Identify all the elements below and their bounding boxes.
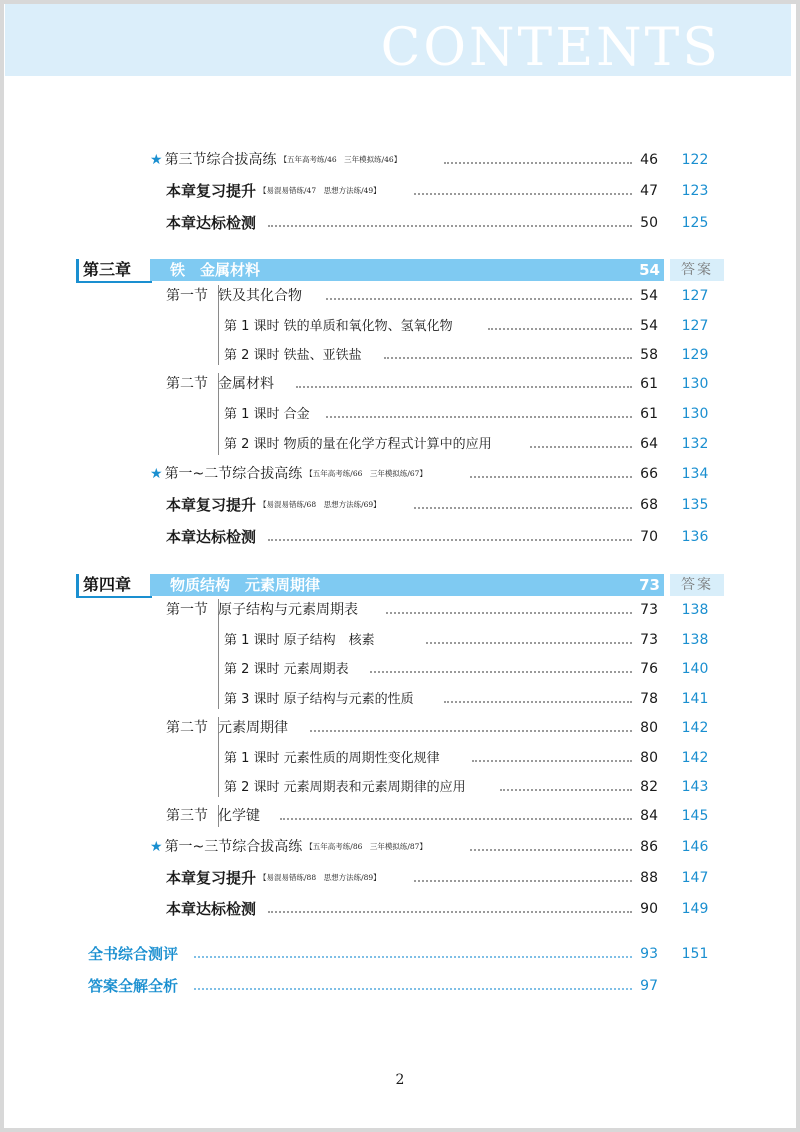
dot-leader — [268, 911, 632, 913]
dot-leader — [326, 298, 632, 300]
answer-page: 141 — [681, 691, 709, 707]
toc-row-lesson[interactable] — [224, 433, 492, 455]
dot-leader — [426, 642, 632, 644]
section-title: 原子结构与元素周期表 — [218, 602, 358, 618]
answer-page: 123 — [681, 183, 709, 199]
toc-row-section[interactable] — [166, 805, 260, 827]
dot-leader — [530, 446, 632, 448]
page-number: 46 — [640, 152, 658, 168]
toc-row-note: 【易混易错练/88 思想方法练/89】 — [259, 873, 381, 883]
page-number: 58 — [640, 347, 658, 363]
toc-row-note: 【五年高考练/86 三年模拟练/87】 — [305, 842, 427, 852]
answer-page: 135 — [681, 497, 709, 513]
section-label: 第三节 — [166, 808, 208, 824]
toc-row-section[interactable] — [166, 373, 274, 395]
dot-leader — [268, 225, 632, 227]
toc-row-title: 答案全解全析 — [88, 976, 179, 995]
toc-row-review[interactable] — [166, 867, 381, 889]
page-number: 76 — [640, 661, 658, 677]
page-number: 82 — [640, 779, 658, 795]
section-label: 第二节 — [166, 720, 208, 736]
page-number: 66 — [640, 466, 658, 482]
page-number: 61 — [640, 406, 658, 422]
star-icon: ★ — [150, 152, 163, 168]
toc-row-lesson[interactable] — [224, 344, 362, 366]
answer-page: 143 — [681, 779, 709, 795]
toc-row-lesson[interactable] — [224, 688, 414, 710]
answer-page: 151 — [681, 946, 709, 962]
dot-leader — [414, 880, 632, 882]
page-number: 93 — [640, 946, 658, 962]
answer-page: 130 — [681, 406, 709, 422]
toc-row-title: 本章复习提升 — [166, 868, 257, 887]
section-title: 金属材料 — [218, 376, 274, 392]
dot-leader — [470, 849, 632, 851]
dot-leader — [488, 328, 632, 330]
answer-page: 127 — [681, 288, 709, 304]
answer-page: 122 — [681, 152, 709, 168]
page-number: 54 — [640, 318, 658, 334]
toc-row-note: 【易混易错练/47 思想方法练/49】 — [259, 186, 381, 196]
header-band — [5, 4, 791, 76]
section-title: 化学键 — [218, 808, 260, 824]
page-number: 61 — [640, 376, 658, 392]
chapter3-header[interactable] — [76, 259, 724, 281]
lesson-title: 第 1 课时 原子结构 核素 — [224, 632, 375, 648]
answer-page: 125 — [681, 215, 709, 231]
chapter-tag: 第四章 — [76, 574, 148, 596]
toc-row-answers[interactable] — [88, 975, 178, 997]
page-number: 54 — [640, 288, 658, 304]
answer-page: 130 — [681, 376, 709, 392]
lesson-title: 第 1 课时 铁的单质和氧化物、氢氧化物 — [224, 318, 453, 334]
toc-row-comprehensive[interactable] — [150, 463, 427, 485]
answer-page: 142 — [681, 750, 709, 766]
toc-row-ch2-comprehensive[interactable] — [150, 149, 401, 171]
dot-leader — [280, 818, 632, 820]
dot-leader — [472, 760, 632, 762]
toc-row-section[interactable] — [166, 285, 302, 307]
toc-row-final-test[interactable] — [88, 943, 178, 965]
answer-page: 138 — [681, 602, 709, 618]
dot-leader — [386, 612, 632, 614]
page-number: 90 — [640, 901, 658, 917]
answer-page: 136 — [681, 529, 709, 545]
toc-row-title: 第三节综合拔高练 — [164, 152, 277, 168]
dot-leader — [414, 193, 632, 195]
section-label: 第一节 — [166, 602, 208, 618]
chapter-page: 54 — [639, 261, 660, 279]
answer-page: 146 — [681, 839, 709, 855]
answer-page: 142 — [681, 720, 709, 736]
toc-row-title: 本章达标检测 — [166, 527, 257, 546]
chapter-page: 73 — [639, 576, 660, 594]
toc-row-title: 全书综合测评 — [88, 944, 179, 963]
toc-row-lesson[interactable] — [224, 403, 310, 425]
answer-page: 129 — [681, 347, 709, 363]
toc-row-title: 本章复习提升 — [166, 495, 257, 514]
toc-row-test[interactable] — [166, 898, 256, 920]
page-number: 80 — [640, 750, 658, 766]
dot-leader — [194, 956, 632, 958]
section-label: 第一节 — [166, 288, 208, 304]
answer-page: 134 — [681, 466, 709, 482]
toc-row-lesson[interactable] — [224, 747, 440, 769]
toc-row-section[interactable] — [166, 599, 358, 621]
lesson-title: 第 3 课时 原子结构与元素的性质 — [224, 691, 414, 707]
answer-page: 138 — [681, 632, 709, 648]
lesson-title: 第 1 课时 合金 — [224, 406, 310, 422]
dot-leader — [444, 162, 632, 164]
toc-row-ch2-test[interactable] — [166, 212, 256, 234]
toc-row-lesson[interactable] — [224, 776, 466, 798]
section-title: 元素周期律 — [218, 720, 288, 736]
page-number: 97 — [640, 978, 658, 994]
star-icon: ★ — [150, 839, 163, 855]
toc-row-comprehensive[interactable] — [150, 836, 427, 858]
page-number: 88 — [640, 870, 658, 886]
dot-leader — [500, 789, 632, 791]
chapter-tag: 第三章 — [76, 259, 148, 281]
page-number: 47 — [640, 183, 658, 199]
toc-row-note: 【五年高考练/66 三年模拟练/67】 — [305, 469, 427, 479]
toc-row-lesson[interactable] — [224, 658, 349, 680]
toc-row-lesson[interactable] — [224, 315, 453, 337]
lesson-title: 第 1 课时 元素性质的周期性变化规律 — [224, 750, 440, 766]
answer-page: 132 — [681, 436, 709, 452]
toc-row-title: 第一~二节综合拔高练 — [164, 466, 303, 482]
page-number: 50 — [640, 215, 658, 231]
chapter4-header[interactable] — [76, 574, 724, 596]
dot-leader — [310, 730, 632, 732]
dot-leader — [370, 671, 632, 673]
chapter-title: 物质结构 元素周期律 — [170, 576, 321, 594]
answer-page: 145 — [681, 808, 709, 824]
dot-leader — [296, 386, 632, 388]
page-number: 80 — [640, 720, 658, 736]
answer-label: 答案 — [670, 574, 724, 596]
dot-leader — [326, 416, 632, 418]
toc-row-title: 第一~三节综合拔高练 — [164, 839, 303, 855]
page-number: 68 — [640, 497, 658, 513]
page-number: 73 — [640, 632, 658, 648]
chapter-title: 铁 金属材料 — [170, 261, 261, 279]
lesson-title: 第 2 课时 铁盐、亚铁盐 — [224, 347, 362, 363]
toc-row-title: 本章达标检测 — [166, 899, 257, 918]
page-number: 70 — [640, 529, 658, 545]
answer-label: 答案 — [670, 259, 724, 281]
answer-page: 149 — [681, 901, 709, 917]
section-label: 第二节 — [166, 376, 208, 392]
dot-leader — [384, 357, 632, 359]
lesson-title: 第 2 课时 元素周期表和元素周期律的应用 — [224, 779, 466, 795]
dot-leader — [194, 988, 632, 990]
dot-leader — [470, 476, 632, 478]
page-number: 86 — [640, 839, 658, 855]
toc-row-title: 本章复习提升 — [166, 181, 257, 200]
star-icon: ★ — [150, 466, 163, 482]
page-number: 64 — [640, 436, 658, 452]
answer-page: 127 — [681, 318, 709, 334]
dot-leader — [268, 539, 632, 541]
toc-row-section[interactable] — [166, 717, 288, 739]
page-number: 78 — [640, 691, 658, 707]
toc-row-note: 【五年高考练/46 三年模拟练/46】 — [279, 155, 402, 165]
toc-row-review[interactable] — [166, 494, 381, 516]
page-number: 84 — [640, 808, 658, 824]
dot-leader — [444, 701, 632, 703]
toc-row-title: 本章达标检测 — [166, 213, 257, 232]
toc-row-lesson[interactable] — [224, 629, 375, 651]
contents-watermark: CONTENTS — [380, 18, 721, 78]
dot-leader — [414, 507, 632, 509]
page-number: 73 — [640, 602, 658, 618]
answer-page: 140 — [681, 661, 709, 677]
section-title: 铁及其化合物 — [218, 288, 302, 304]
lesson-title: 第 2 课时 物质的量在化学方程式计算中的应用 — [224, 436, 492, 452]
toc-row-note: 【易混易错练/68 思想方法练/69】 — [259, 500, 381, 510]
answer-page: 147 — [681, 870, 709, 886]
toc-row-ch2-review[interactable] — [166, 180, 381, 202]
lesson-title: 第 2 课时 元素周期表 — [224, 661, 349, 677]
footer-page-number: 2 — [395, 1072, 405, 1088]
toc-row-test[interactable] — [166, 526, 256, 548]
